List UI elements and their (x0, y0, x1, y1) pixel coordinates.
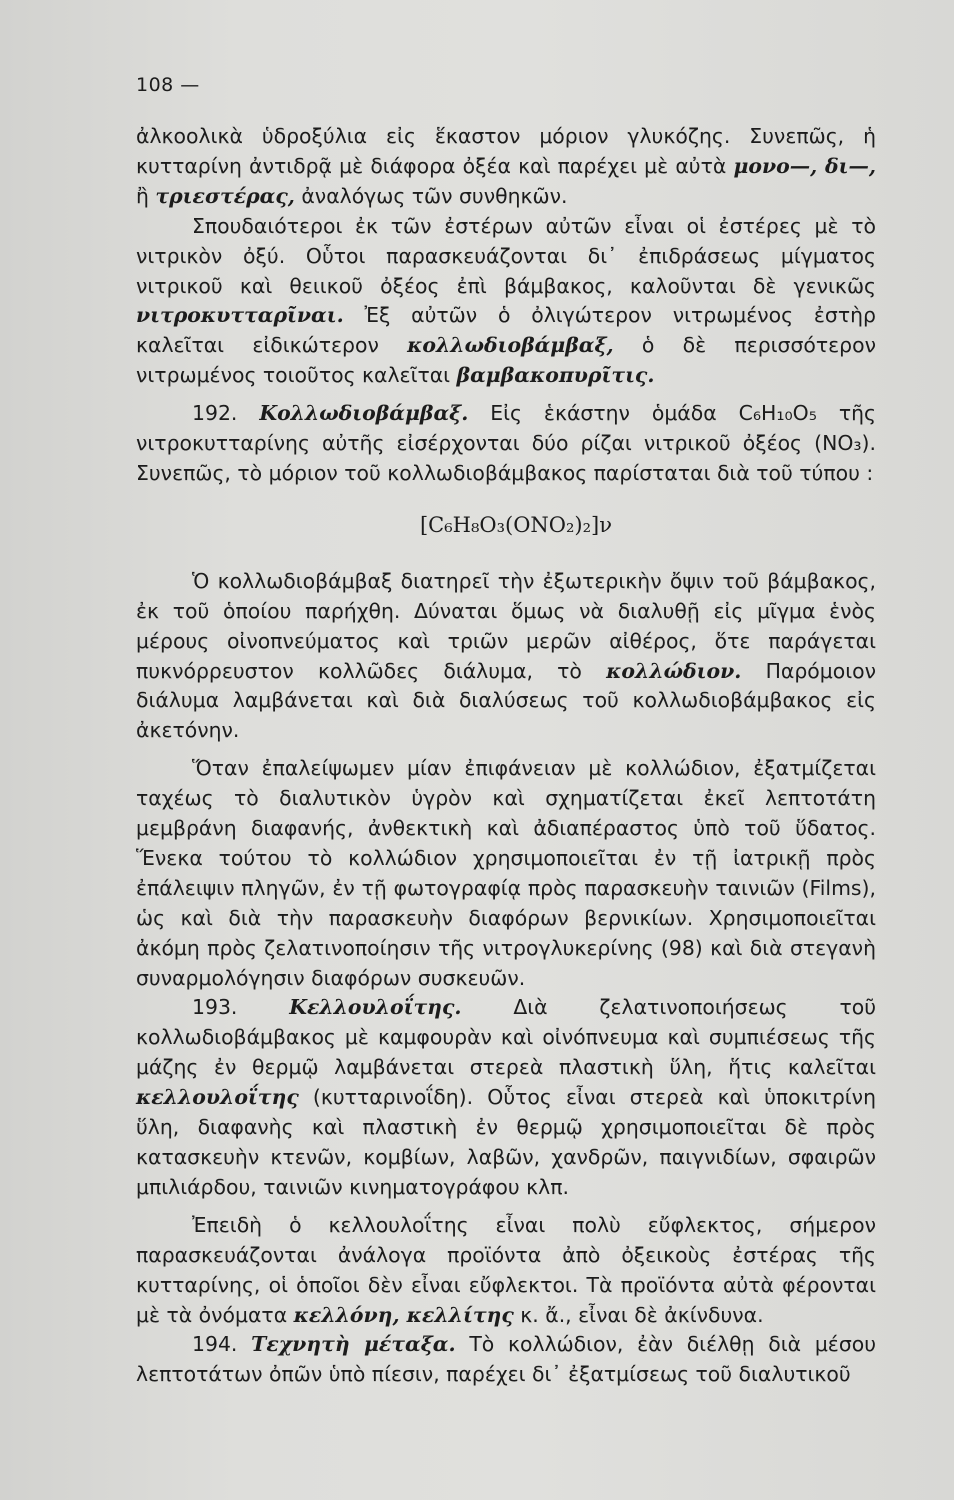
emphasis: κολλωδιοβάμβαξ, (407, 333, 614, 358)
text-run: Παρόμοιον διάλυμα λαμβάνεται καὶ διὰ διαλύσεως τοῦ κολλωδιοβάμβακος εἰς ἀκετόνην. (136, 658, 876, 743)
text-run: Τὸ κολλώδιον, ἐὰν διέλθῃ διὰ μέσου λεπτοτάτων ὀπῶν ὑπὸ πίεσιν, παρέχει δι᾽ ἐξατμίσεως τοῦ διαλυτικοῦ (136, 1332, 877, 1387)
paragraph-5 (136, 1211, 876, 1331)
page-body (136, 122, 876, 1390)
paragraph-2 (136, 212, 876, 391)
emphasis: μονο—, δι—, (733, 153, 876, 178)
emphasis: τριεστέρας, (155, 183, 295, 208)
text-run: ἢ (136, 183, 156, 208)
section-number: 193. (192, 995, 238, 1020)
page-number: 108 — (136, 74, 200, 96)
spacer (136, 391, 876, 399)
section-title: Κελλουλοΐτης. (289, 995, 462, 1020)
emphasis: βαμβακοπυρῖτις. (456, 363, 655, 388)
section-number: 194. (192, 1332, 238, 1357)
emphasis: κελλόνη, κελλίτης (293, 1302, 514, 1327)
text-run: Σπουδαιότεροι ἐκ τῶν ἐστέρων αὐτῶν εἶναι οἱ ἐστέρες μὲ τὸ νιτρικὸν ὀξύ. Οὗτοι παρασκευάζονται δι᾽ ἐπιδράσεως μίγματος νιτρικοῦ καὶ θειικοῦ ὀξέος ἐπὶ βάμβακος, καλοῦνται δὲ γενικῶς (136, 213, 876, 298)
section-194 (136, 1330, 876, 1390)
emphasis: κολλώδιον. (606, 658, 742, 683)
text-run: κ. ἄ., εἶναι δὲ ἀκίνδυνα. (513, 1302, 764, 1327)
text-run: Ἐπειδὴ ὁ κελλουλοΐτης εἶναι πολὺ εὔφλεκτος, σήμερον παρασκευάζονται ἀνάλογα προϊόντα ἀπὸ ὀξεικοὺς ἐστέρας τῆς κυτταρίνης, οἱ ὁποῖοι δὲν εἶναι εὔφλεκτοι. Τὰ προϊόντα αὐτὰ φέρονται μὲ τὰ ὀνόματα (136, 1212, 876, 1327)
text-run: Εἰς ἑκάστην ὁμάδα C₆H₁₀O₅ τῆς νιτροκυτταρίνης αὐτῆς εἰσέρχονται δύο ρίζαι νιτρικοῦ ὀξέος (NO₃). Συνεπῶς, τὸ μόριον τοῦ κολλωδιοβάμβακος παρίσταται διὰ τοῦ τύπου : (136, 401, 876, 485)
text-run: ἀναλόγως τῶν συνθηκῶν. (294, 183, 568, 208)
chemical-formula: [C₆H₈O₃(ONO₂)₂]ν (419, 512, 613, 537)
spacer (136, 746, 876, 754)
section-number: 192. (192, 401, 238, 426)
paragraph-3 (136, 567, 876, 746)
section-193 (136, 993, 876, 1202)
text-run: Ἐξ αὐτῶν ὁ ὀλιγώτερον νιτρωμένος ἐστὴρ καλεῖται εἰδικώτερον (136, 303, 876, 358)
section-title: Κολλωδιοβάμβαξ. (259, 401, 469, 426)
paragraph-4: Ὅταν ἐπαλείψωμεν μίαν ἐπιφάνειαν μὲ κολλώδιον, ἐξατμίζεται ταχέως τὸ διαλυτικὸν ὑγρὸν καὶ σχηματίζεται ἐκεῖ λεπτοτάτη μεμβράνη διαφανής, ἀνθεκτικὴ καὶ ἀδιαπέραστος ὑπὸ τοῦ ὕδατος. Ἕνεκα τούτου τὸ κολλώδιον χρησιμοποιεῖται ἐν τῇ ἰατρικῇ πρὸς ἐπάλειψιν πληγῶν, ἐν τῇ φωτογραφίᾳ πρὸς παρασκευὴν ταινιῶν (Films), ὡς καὶ διὰ τὴν παρασκευὴν διαφόρων βερνικίων. Χρησιμοποιεῖται ἀκόμη πρὸς ζελατινοποίησιν τῆς νιτρογλυκερίνης (98) καὶ διὰ στεγανὴ συναρμολόγησιν διαφόρων συσκευῶν. (136, 756, 876, 990)
section-title: Τεχνητὴ μέταξα. (251, 1332, 456, 1357)
section-192 (136, 399, 876, 489)
text-run: Ὁ κολλωδιοβάμβαξ διατηρεῖ τὴν ἐξωτερικὴν ὄψιν τοῦ βάμβακος, ἐκ τοῦ ὁποίου παρήχθη. Δύναται ὅμως νὰ διαλυθῇ εἰς μῖγμα ἑνὸς μέρους οἰνοπνεύματος καὶ τριῶν μερῶν αἰθέρος, ὅτε παράγεται πυκνόρρευστον κολλῶδες διάλυμα, τὸ (136, 568, 876, 683)
emphasis: κελλουλοΐτης (136, 1085, 299, 1110)
emphasis: νιτροκυτταρῖναι. (136, 303, 344, 328)
text-run: (κυτταρινοΐδη). Οὗτος εἶναι στερεὰ καὶ ὑποκιτρίνη ὕλη, διαφανὴς καὶ πλαστικὴ ἐν θερμῷ χρησιμοποιεῖται δὲ πρὸς κατασκευὴν κτενῶν, κομβίων, λαβῶν, χανδρῶν, παιγνιδίων, σφαιρῶν μπιλιάρδου, ταινιῶν κινηματογράφου κλπ. (136, 1085, 876, 1199)
text-run: ἀλκοολικὰ ὑδροξύλια εἰς ἕκαστον μόριον γλυκόζης. Συνεπῶς, ἡ κυτταρίνη ἀντιδρᾷ μὲ διάφορα ὀξέα καὶ παρέχει μὲ αὐτὰ (136, 124, 876, 178)
text-run: Διὰ ζελατινοποιήσεως τοῦ κολλωδιοβάμβακος μὲ καμφουρὰν καὶ οἰνόπνευμα καὶ συμπιέσεως τῆς μάζης ἐν θερμῷ λαμβάνεται στερεὰ πλαστικὴ ὕλη, ἥτις καλεῖται (136, 995, 876, 1080)
spacer (136, 1203, 876, 1211)
text-run: ὁ δὲ περισσότερον νιτρωμένος τοιοῦτος καλεῖται (136, 333, 876, 388)
paragraph-1 (136, 122, 876, 212)
